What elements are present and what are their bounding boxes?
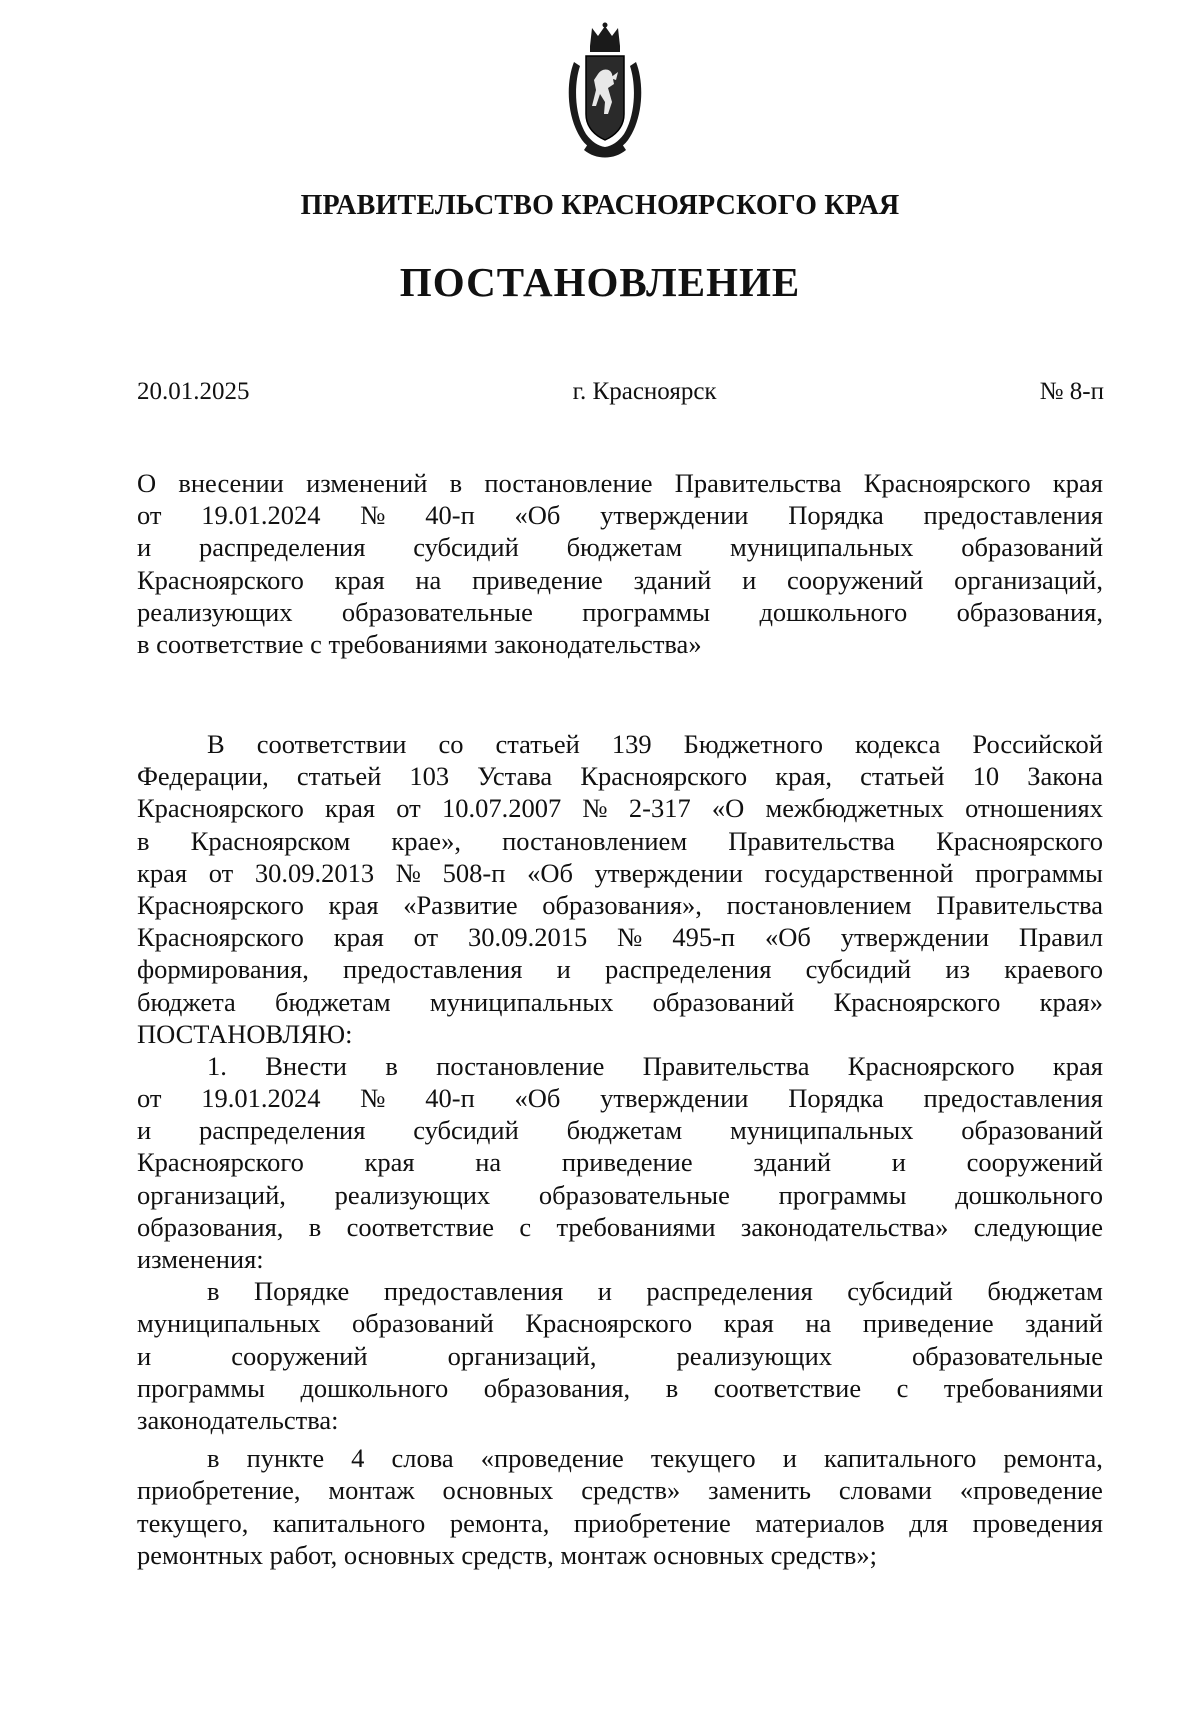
krasnoyarsk-coat-of-arms-icon (564, 22, 646, 160)
body-line: формирования, предоставления и распределения субсидий из краевого (137, 954, 1103, 985)
title-line: и распределения субсидий бюджетам муниципальных образований (137, 532, 1103, 563)
body-line: законодательства: (137, 1404, 339, 1435)
body-line: ремонтных работ, основных средств, монтаж основных средств»; (137, 1539, 878, 1570)
body-line: в Красноярском крае», постановлением Правительства Красноярского (137, 825, 1103, 856)
body-line: Красноярского края от 10.07.2007 № 2-317 «О межбюджетных отношениях (137, 793, 1103, 824)
body-line: края от 30.09.2013 № 508-п «Об утверждении государственной программы (137, 857, 1103, 888)
body-line: приобретение, монтаж основных средств» заменить словами «проведение (137, 1475, 1103, 1506)
government-name: ПРАВИТЕЛЬСТВО КРАСНОЯРСКОГО КРАЯ (300, 190, 900, 221)
document-date: 20.01.2025 (137, 378, 250, 405)
body-line: в пункте 4 слова «проведение текущего и капитального ремонта, (207, 1443, 1103, 1474)
resolve-keyword: ПОСТАНОВЛЯЮ: (137, 1018, 353, 1049)
body-line: Красноярского края на приведение зданий и сооружений (137, 1147, 1103, 1178)
resolution-body (137, 728, 1103, 1571)
coat-of-arms-emblem (564, 22, 646, 160)
title-line: от 19.01.2024 № 40-п «Об утверждении Порядка предоставления (137, 500, 1103, 531)
title-line: О внесении изменений в постановление Правительства Красноярского края (137, 468, 1103, 498)
body-line: организаций, реализующих образовательные программы дошкольного (137, 1179, 1103, 1210)
body-line: муниципальных образований Красноярского края на приведение зданий (137, 1308, 1103, 1339)
title-line: Красноярского края на приведение зданий и сооружений организаций, (137, 564, 1103, 595)
body-line: 1. Внести в постановление Правительства Красноярского края (207, 1050, 1103, 1081)
body-line: Красноярского края «Развитие образования», постановлением Правительства (137, 889, 1103, 920)
body-line: образования, в соответствие с требованиями законодательства» следующие (137, 1211, 1103, 1242)
body-line: Федерации, статьей 103 Устава Красноярского края, статьей 10 Закона (137, 761, 1103, 792)
body-line: в Порядке предоставления и распределения субсидий бюджетам (207, 1276, 1103, 1307)
document-type-title: ПОСТАНОВЛЕНИЕ (399, 259, 801, 305)
document-number: № 8-п (1039, 378, 1104, 405)
body-line: от 19.01.2024 № 40-п «Об утверждении Порядка предоставления (137, 1083, 1103, 1114)
body-line: и распределения субсидий бюджетам муниципальных образований (137, 1115, 1103, 1146)
body-line: программы дошкольного образования, в соответствие с требованиями (137, 1372, 1103, 1403)
document-meta-row (137, 378, 1104, 406)
title-line: в соответствие с требованиями законодательства» (137, 628, 702, 659)
body-line: текущего, капитального ремонта, приобретение материалов для проведения (137, 1507, 1103, 1538)
resolution-title (137, 467, 1103, 660)
body-line: изменения: (137, 1244, 264, 1274)
document-city: г. Красноярск (572, 378, 717, 405)
body-line: В соответствии со статьей 139 Бюджетного кодекса Российской (207, 729, 1103, 759)
title-line: реализующих образовательные программы дошкольного образования, (137, 596, 1103, 627)
body-line: бюджета бюджетам муниципальных образований Красноярского края» (137, 986, 1103, 1017)
body-line: и сооружений организаций, реализующих образовательные (137, 1340, 1103, 1371)
body-line: Красноярского края от 30.09.2015 № 495-п «Об утверждении Правил (137, 922, 1103, 953)
